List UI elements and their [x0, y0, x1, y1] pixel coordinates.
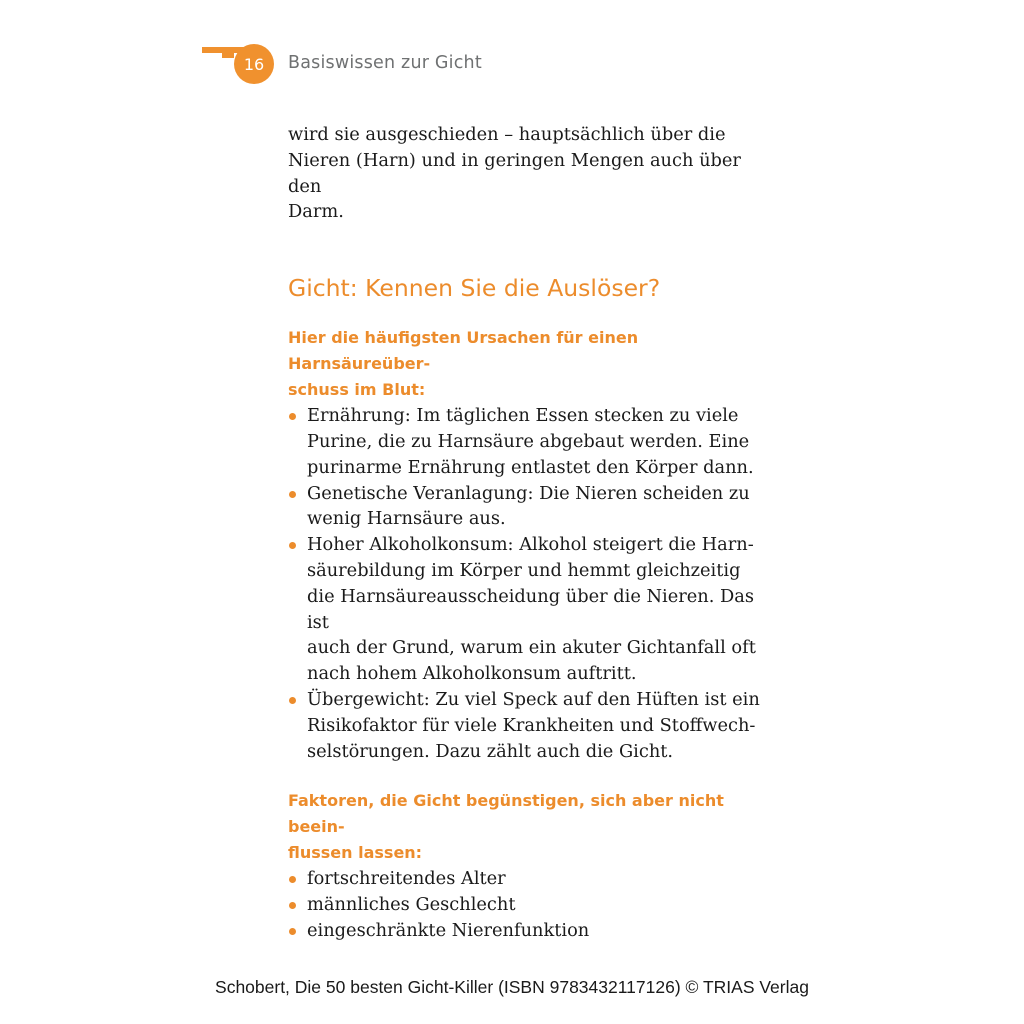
- text-line: die Harnsäureausscheidung über die Nieren. Das ist: [307, 585, 755, 633]
- text-line: Genetische Veranlagung: Die Nieren scheiden zu: [307, 482, 750, 504]
- text-line: Purine, die zu Harnsäure abgebaut werden. Eine: [307, 430, 750, 452]
- bullet-icon: [289, 697, 296, 704]
- bullet-icon: [289, 413, 296, 420]
- text-line: auch der Grund, warum ein akuter Gichtanfall oft: [307, 637, 756, 659]
- text-line: Ernährung: Im täglichen Essen stecken zu viele: [307, 405, 739, 427]
- text-line: säurebildung im Körper und hemmt gleichzeitig: [307, 559, 741, 581]
- bullet-icon: [289, 876, 296, 883]
- page-number: 16: [234, 44, 274, 84]
- factors-subheading: [288, 788, 778, 866]
- list-item: [288, 687, 778, 764]
- text-line: nach hohem Alkoholkonsum auftritt.: [307, 663, 637, 685]
- causes-subheading: [288, 325, 778, 403]
- list-item: [288, 918, 778, 944]
- text-line: eingeschränkte Nierenfunktion: [307, 919, 590, 941]
- list-item: [288, 481, 778, 533]
- text-line: Übergewicht: Zu viel Speck auf den Hüften ist ein: [307, 688, 760, 710]
- text-line: Hoher Alkoholkonsum: Alkohol steigert die Harn-: [307, 534, 754, 556]
- text-line: männliches Geschlecht: [307, 894, 516, 916]
- list-item: [288, 866, 778, 892]
- intro-paragraph: [288, 122, 778, 225]
- list-item: [288, 892, 778, 918]
- text-line: selstörungen. Dazu zählt auch die Gicht.: [307, 740, 674, 762]
- list-item: [288, 532, 778, 687]
- page-content: [288, 122, 778, 944]
- page-header: [200, 42, 800, 86]
- causes-list: [288, 403, 778, 764]
- bullet-icon: [289, 542, 296, 549]
- section-heading: Gicht: Kennen Sie die Auslöser?: [288, 274, 661, 303]
- text-line: fortschreitendes Alter: [307, 868, 506, 890]
- text-line: Hier die häufigsten Ursachen für einen Harnsäureüber-: [288, 328, 639, 374]
- text-line: flussen lassen:: [288, 843, 423, 863]
- bullet-icon: [289, 491, 296, 498]
- text-line: schuss im Blut:: [288, 380, 426, 400]
- text-line: purinarme Ernährung entlastet den Körper dann.: [307, 456, 754, 478]
- text-line: Faktoren, die Gicht begünstigen, sich aber nicht beein-: [288, 791, 724, 837]
- text-line: Darm.: [288, 201, 344, 223]
- text-line: Nieren (Harn) und in geringen Mengen auch über den: [288, 149, 741, 197]
- copyright-footer: Schobert, Die 50 besten Gicht-Killer (ISBN 9783432117126) © TRIAS Verlag: [215, 977, 809, 997]
- text-line: Risikofaktor für viele Krankheiten und Stoffwech-: [307, 714, 756, 736]
- bullet-icon: [289, 902, 296, 909]
- running-head: Basiswissen zur Gicht: [288, 53, 482, 73]
- bullet-icon: [289, 928, 296, 935]
- factors-list: [288, 866, 778, 943]
- text-line: wenig Harnsäure aus.: [307, 508, 506, 530]
- text-line: wird sie ausgeschieden – hauptsächlich über die: [288, 124, 726, 145]
- list-item: [288, 403, 778, 480]
